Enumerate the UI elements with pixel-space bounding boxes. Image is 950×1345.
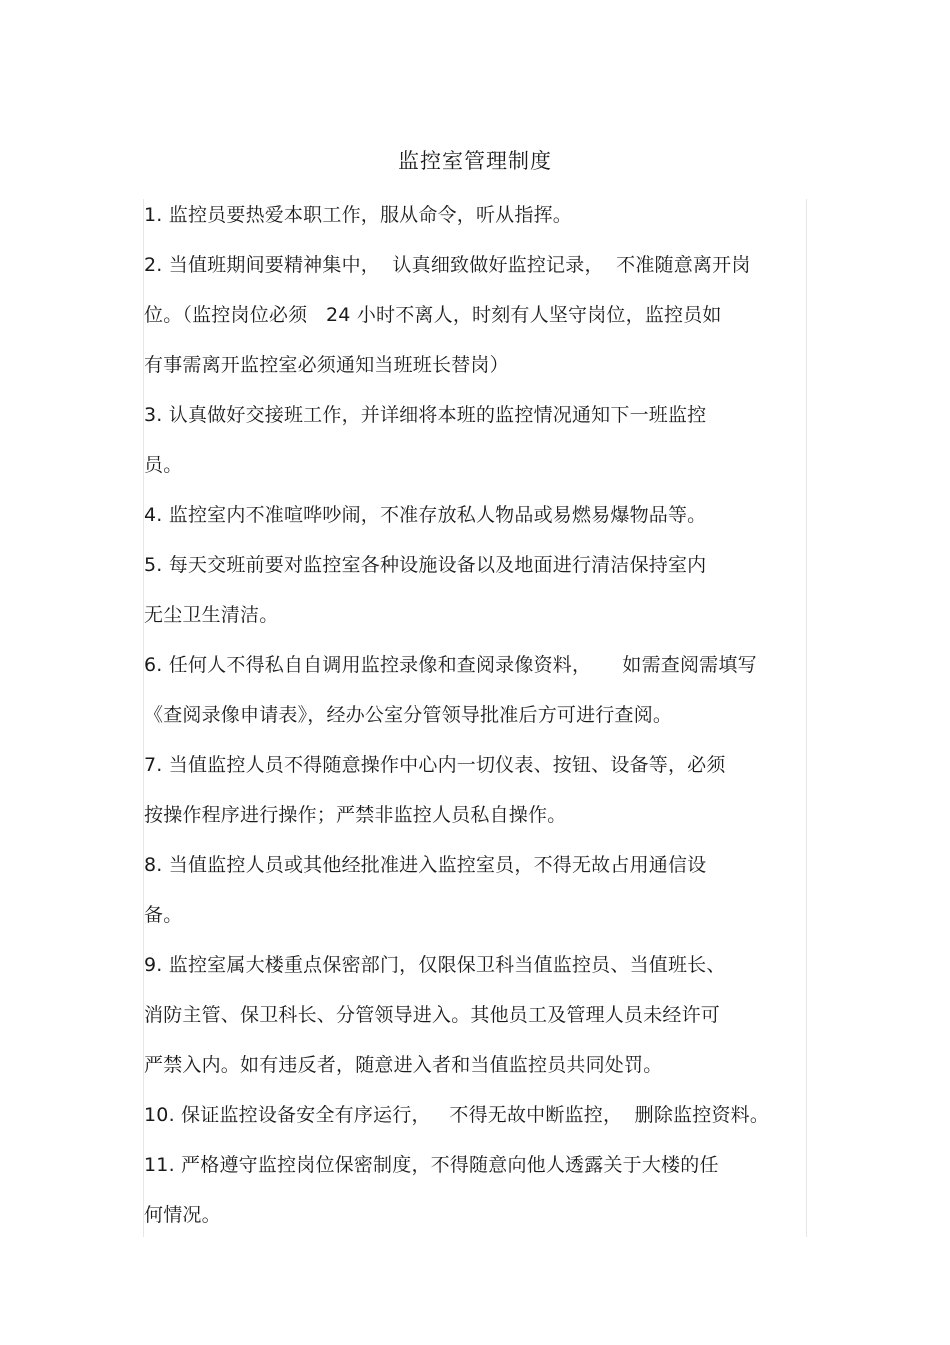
text-line: 10. 保证监控设备安全有序运行， 不得无故中断监控， 删除监控资料。 (144, 1104, 770, 1126)
text-line: 按操作程序进行操作；严禁非监控人员私自操作。 (144, 804, 567, 826)
text-line: 1. 监控员要热爱本职工作，服从命令，听从指挥。 (144, 204, 572, 226)
text-line: 何情况。 (144, 1204, 221, 1226)
text-line: 11. 严格遵守监控岗位保密制度，不得随意向他人透露关于大楼的任 (144, 1154, 719, 1176)
text-line: 2. 当值班期间要精神集中， 认真细致做好监控记录， 不准随意离开岗 (144, 254, 751, 276)
text-line: 5. 每天交班前要对监控室各种设施设备以及地面进行清洁保持室内 (144, 554, 707, 576)
text-line: 消防主管、保卫科长、分管领导进入。其他员工及管理人员未经许可 (144, 1004, 721, 1026)
document-body (143, 199, 807, 1237)
page-title: 监控室管理制度 (398, 149, 552, 173)
text-line: 7. 当值监控人员不得随意操作中心内一切仪表、按钮、设备等，必须 (144, 754, 726, 776)
text-line: 员。 (144, 454, 183, 476)
text-line: 4. 监控室内不准喧哗吵闹，不准存放私人物品或易燃易爆物品等。 (144, 504, 707, 526)
text-line: 有事需离开监控室必须通知当班班长替岗） (144, 354, 509, 376)
text-line: 无尘卫生清洁。 (144, 604, 279, 626)
text-line: 3. 认真做好交接班工作，并详细将本班的监控情况通知下一班监控 (144, 404, 707, 426)
text-line: 6. 任何人不得私自自调用监控录像和查阅录像资料， 如需查阅需填写 (144, 654, 757, 676)
text-line: 位。（监控岗位必须 24 小时不离人，时刻有人坚守岗位，监控员如 (144, 304, 722, 326)
text-line: 《查阅录像申请表》，经办公室分管领导批准后方可进行查阅。 (144, 704, 673, 726)
text-line: 备。 (144, 904, 183, 926)
text-line: 严禁入内。如有违反者，随意进入者和当值监控员共同处罚。 (144, 1054, 663, 1076)
text-line: 8. 当值监控人员或其他经批准进入监控室员，不得无故占用通信设 (144, 854, 707, 876)
text-line: 9. 监控室属大楼重点保密部门，仅限保卫科当值监控员、当值班长、 (144, 954, 726, 976)
